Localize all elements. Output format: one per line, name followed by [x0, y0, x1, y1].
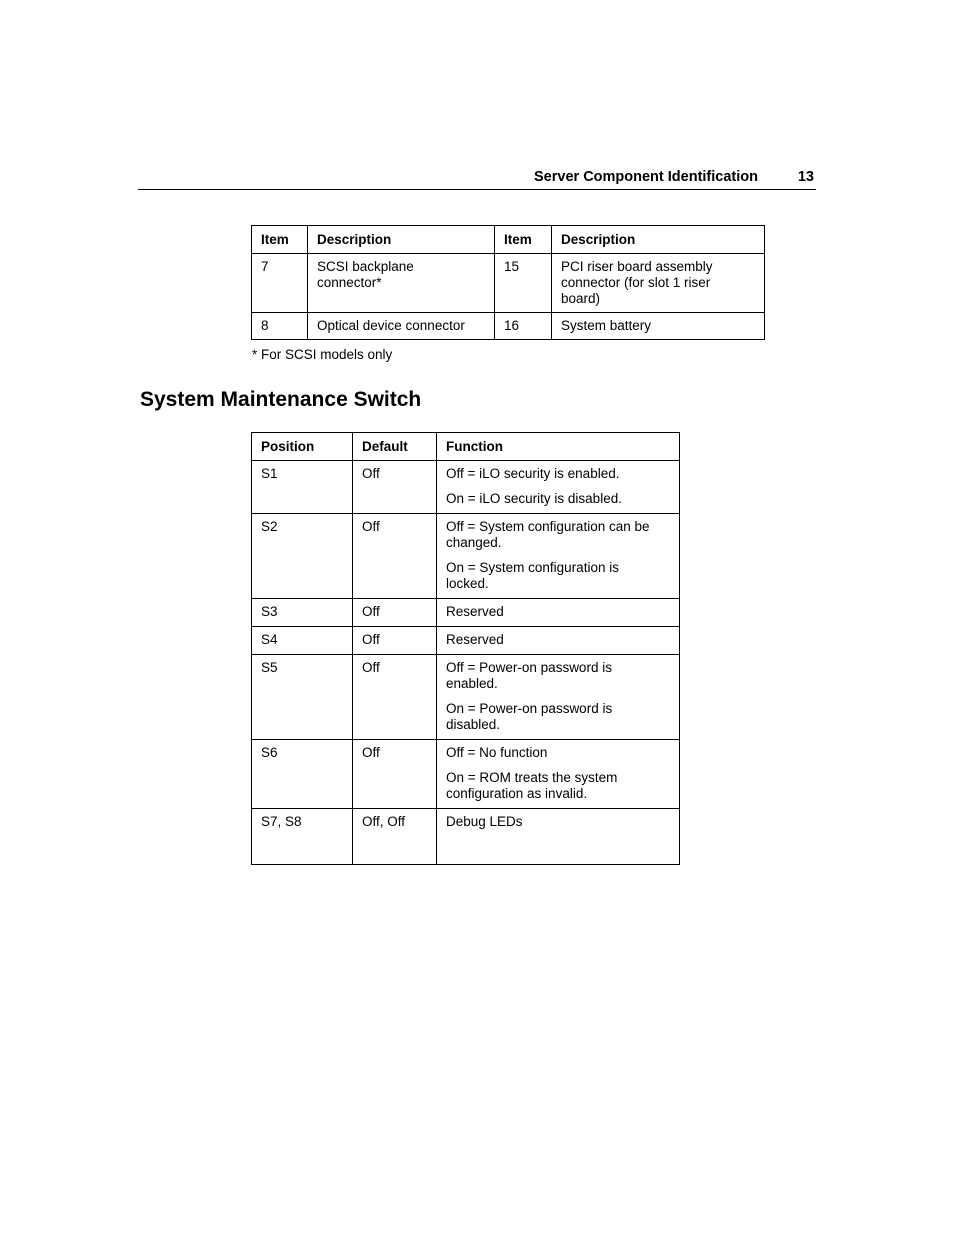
item-description-text: PCI riser board assembly connector (for slot 1 riser board): [561, 259, 713, 306]
running-title: Server Component Identification: [534, 169, 758, 185]
item-number: 7: [252, 254, 308, 313]
switch-position: S4: [252, 627, 353, 655]
table-row: [252, 599, 680, 627]
column-header-item: Item: [495, 226, 552, 254]
switch-function: [437, 655, 680, 740]
switch-table: [251, 432, 680, 865]
switch-function: [437, 599, 680, 627]
switch-default: Off: [353, 740, 437, 809]
column-header-description: Description: [552, 226, 765, 254]
function-line: Off = No function: [446, 745, 548, 760]
switch-position: S7, S8: [252, 809, 353, 865]
table-footnote: * For SCSI models only: [252, 347, 393, 362]
function-line: Reserved: [446, 632, 504, 647]
switch-default: Off: [353, 627, 437, 655]
item-number: 15: [495, 254, 552, 313]
table-header-row: [252, 433, 680, 461]
item-description: System battery: [552, 313, 765, 340]
table-row: [252, 740, 680, 809]
switch-default: Off: [353, 514, 437, 599]
function-line: Off = System configuration can be changed.: [446, 519, 650, 550]
table-row: [252, 254, 765, 313]
table-row: [252, 514, 680, 599]
switch-position: S1: [252, 461, 353, 514]
column-header-default: Default: [353, 433, 437, 461]
column-header-position: Position: [252, 433, 353, 461]
running-header: [138, 168, 816, 190]
item-description: [308, 254, 495, 313]
switch-function: [437, 627, 680, 655]
switch-default: Off: [353, 461, 437, 514]
switch-function: [437, 740, 680, 809]
switch-position: S5: [252, 655, 353, 740]
section-heading: System Maintenance Switch: [140, 388, 422, 411]
switch-position: S6: [252, 740, 353, 809]
switch-position: S2: [252, 514, 353, 599]
function-line: Reserved: [446, 604, 504, 619]
column-header-item: Item: [252, 226, 308, 254]
function-line: On = Power-on password is disabled.: [446, 701, 613, 732]
table-row: [252, 809, 680, 865]
item-description-text: SCSI backplane connector*: [317, 259, 414, 290]
table-row: [252, 461, 680, 514]
switch-default: Off: [353, 655, 437, 740]
item-number: 16: [495, 313, 552, 340]
switch-default: Off: [353, 599, 437, 627]
item-description: [552, 254, 765, 313]
table-row: [252, 627, 680, 655]
function-line: On = iLO security is disabled.: [446, 491, 622, 506]
page-number: 13: [797, 169, 814, 185]
function-line: Off = Power-on password is enabled.: [446, 660, 612, 691]
switch-position: S3: [252, 599, 353, 627]
function-line: On = System configuration is locked.: [446, 560, 619, 591]
table-header-row: [252, 226, 765, 254]
function-line: On = ROM treats the system configuration as invalid.: [446, 770, 618, 801]
switch-function: [437, 461, 680, 514]
table-row: [252, 313, 765, 340]
switch-default: Off, Off: [353, 809, 437, 865]
column-header-function: Function: [437, 433, 680, 461]
switch-function: [437, 809, 680, 865]
item-description: Optical device connector: [308, 313, 495, 340]
switch-function: [437, 514, 680, 599]
components-table: [251, 225, 765, 340]
function-line: Off = iLO security is enabled.: [446, 466, 620, 481]
table-row: [252, 655, 680, 740]
function-line: Debug LEDs: [446, 814, 523, 829]
item-number: 8: [252, 313, 308, 340]
column-header-description: Description: [308, 226, 495, 254]
